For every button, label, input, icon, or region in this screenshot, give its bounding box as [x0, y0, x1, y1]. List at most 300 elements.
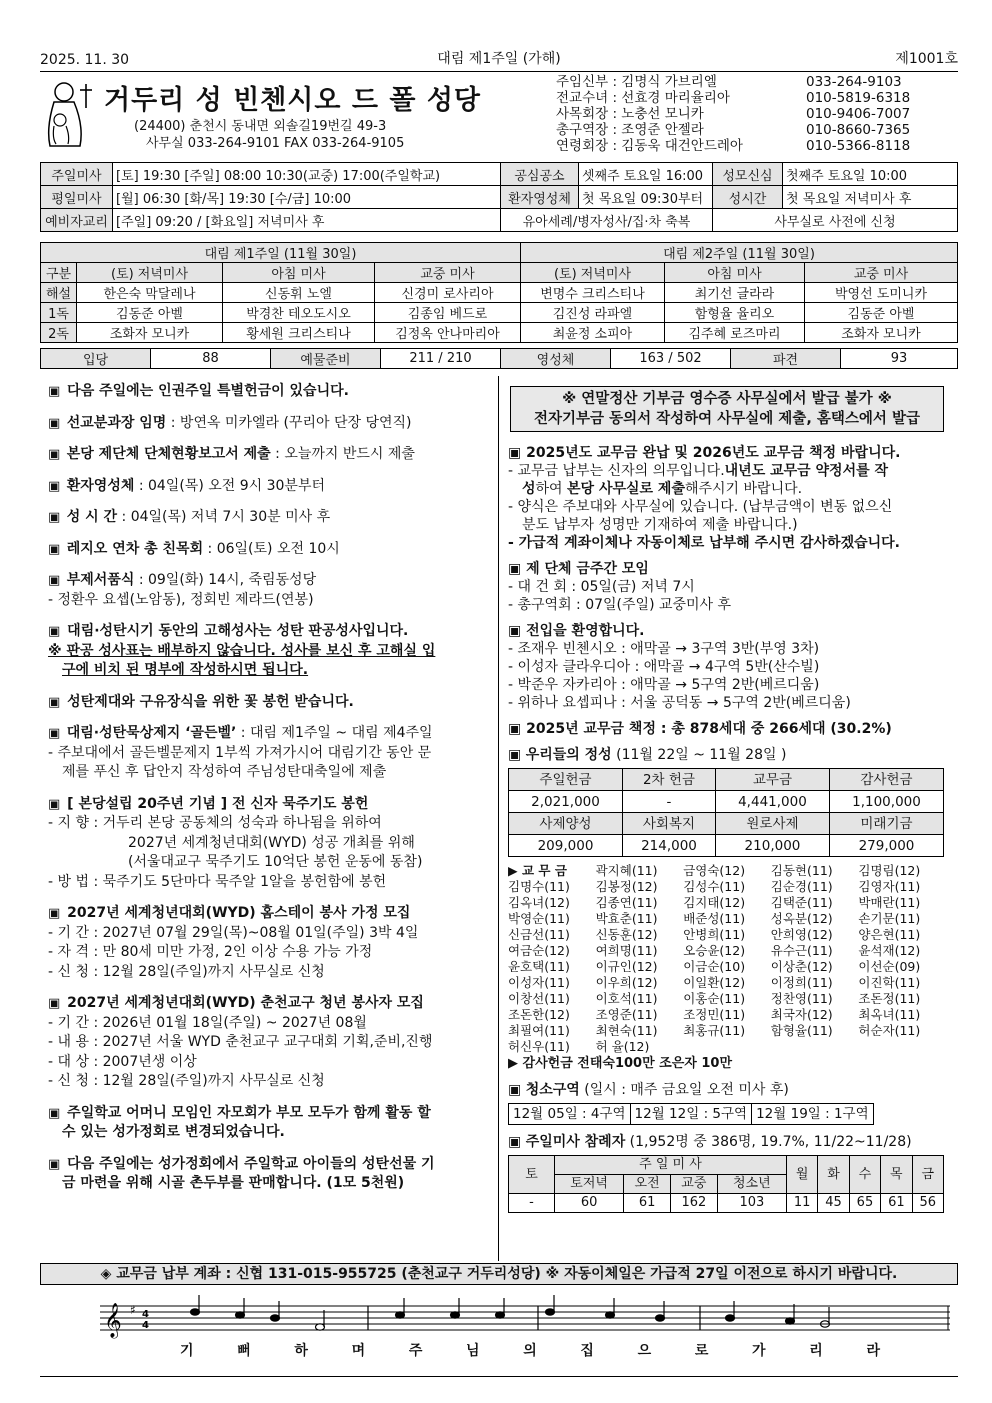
notice-sub: - 주보대에서 골든벨문제지 1부씩 가져가시어 대림기간 동안 문 — [48, 744, 432, 761]
column-header: 목 — [881, 1156, 912, 1194]
notice-sub: - 지 향 : 거두리 본당 공동체의 성숙과 하나됨을 위하여 — [48, 815, 382, 831]
name-entry: 조돈정(11) — [858, 991, 921, 1006]
name-row — [508, 863, 946, 879]
notice-title: 선교분과장 임명 — [66, 414, 167, 431]
table-cell: 김동준 아벨 — [77, 303, 223, 323]
staff-role: 사목회장 : 노충선 모니카 — [556, 106, 704, 122]
notice-text: 다음 주일에는 성가정회에서 주일학교 아이들의 성탄선물 기 — [67, 1155, 435, 1172]
schedule-label: 성시간 — [713, 186, 783, 209]
schedule-label: 평일미사 — [41, 186, 113, 209]
name-row — [508, 879, 946, 895]
name-entry: 오승윤(12) — [683, 943, 746, 958]
notice-text: 2027년 세계청년대회(WYD) 춘천교구 청년 봉사자 모집 — [67, 995, 424, 1011]
staff-row — [556, 122, 910, 138]
name-entry: 신동훈(12) — [595, 927, 658, 942]
svg-text:4: 4 — [142, 1309, 149, 1320]
notice-sub: - 교무금 납부는 신자의 의무입니다. — [508, 463, 725, 479]
notice-sub: - 내 용 : 2027년 서울 WYD 춘천교구 교구대회 기획,준비,진행 — [48, 1034, 433, 1050]
notice-item: ▣ 주일학교 어머니 모임인 자모회가 부모 모두가 함께 활동 할 수 있는 성가정회로 변경되었습니다. — [48, 1104, 490, 1143]
name-entry: 김봉정(12) — [595, 879, 658, 894]
column-divider — [498, 376, 499, 1261]
notice-item: ▣ 대림·성탄시기 동안의 고해성사는 성탄 판공성사입니다. ※ 판공 성사표는 배부하지 않습니다. 성사를 보신 후 고해실 입 구에 비치 된 명부에 작성하시면 됩니다. — [48, 622, 490, 681]
table-cell: 162 — [670, 1194, 717, 1213]
name-entry: 조돈한(12) — [508, 1007, 570, 1022]
staff-role: 총구역장 : 조영준 안젤라 — [556, 122, 704, 138]
name-entry: ▶ 교 무 금 — [508, 863, 567, 878]
table-cell: 12월 12일 : 5구역 — [630, 1104, 752, 1125]
schedule-label: 공심공소 — [501, 163, 579, 186]
lyric-syllable: 으 — [637, 1343, 652, 1359]
name-entry — [858, 1039, 946, 1055]
table-cell: 1독 — [41, 303, 77, 323]
staff-phone: 010-5819-6318 — [806, 90, 911, 106]
schedule-label: 성모신심 — [713, 163, 783, 186]
notice-item: ▣ 성탄제대와 구유장식을 위한 꽃 봉헌 받습니다. — [48, 693, 354, 710]
table-cell: 변명수 크리스티나 — [521, 283, 665, 303]
offering-table — [508, 768, 944, 857]
name-entry: 이상춘(12) — [770, 959, 833, 974]
column-header: 교무금 — [715, 769, 829, 791]
name-entry: 윤석재(12) — [858, 943, 921, 958]
name-entry: 성옥분(12) — [770, 911, 833, 926]
lyric-syllable: 하 — [294, 1343, 308, 1359]
name-entry: 여금순(12) — [508, 943, 570, 958]
notice-sub: 수 있는 성가정회로 변경되었습니다. — [62, 1124, 285, 1140]
name-entry: 박영순(11) — [508, 911, 570, 926]
notice-text: 2025년도 교무금 완납 및 2026년도 교무금 책정 바랍니다. — [526, 445, 901, 461]
name-entry: 이금순(10) — [683, 959, 746, 974]
cleaning-table — [508, 1103, 874, 1125]
office-phone: 사무실 033-264-9101 FAX 033-264-9105 — [146, 136, 405, 151]
column-header: 주 일 미 사 — [555, 1156, 787, 1175]
table-cell: 김동준 아벨 — [805, 303, 958, 323]
name-row — [508, 1007, 946, 1023]
address: (24400) 춘천시 동내면 외솔길19번길 49-3 — [134, 119, 387, 134]
table-cell: 김정옥 안나마리아 — [375, 323, 521, 343]
schedule-value: 사무실로 사전에 신청 — [713, 209, 958, 232]
notice-item: ▣ 부제서품식 : 09일(화) 14시, 죽림동성당 - 정환우 요셉(노암동), 정회빈 제라드(연봉) — [48, 571, 490, 610]
notice-title: 주일미사 참례자 — [525, 1134, 626, 1150]
notice-text: (일시 : 매주 금요일 오전 미사 후) — [579, 1082, 789, 1098]
notice-text: [ 본당설립 20주년 기념 ] 전 신자 묵주기도 봉헌 — [67, 795, 369, 812]
notice-sub: 내년도 교무금 약정서를 작 — [724, 463, 889, 479]
column-header: 교중 미사 — [375, 263, 521, 283]
notice-text: (11월 22일 ~ 11월 28일 ) — [611, 747, 787, 763]
lyric-syllable: 의 — [523, 1343, 537, 1359]
notice-text: 전입을 환영합니다. — [526, 623, 645, 639]
table-row — [41, 209, 958, 232]
notice-sub: - 이성자 클라우디아 : 애막골 → 4구역 5반(산수빌) — [508, 659, 820, 675]
name-entry: 배준성(11) — [683, 911, 746, 926]
notice-title: 우리들의 정성 — [525, 747, 612, 763]
name-entry: 함형율(11) — [770, 1023, 833, 1038]
mass-stats-table — [40, 348, 958, 369]
table-row — [509, 769, 944, 791]
lyric-syllable: 로 — [694, 1343, 709, 1359]
name-entry: 허순자(11) — [858, 1023, 921, 1038]
mass-schedule-table — [40, 162, 958, 232]
notice-sub: - 기 간 : 2027년 07월 29일(목)~08월 01일(주일) 3박 4일 — [48, 924, 419, 941]
notice-sub: 금 마련을 위해 시골 촌두부를 판매합니다. (1모 5천원) — [62, 1175, 405, 1191]
notice-item: ▣ 주일미사 참례자 (1,952명 중 386명, 19.7%, 11/22~11/28) 토 주 일 미 사 월 화 수 목 금 토저녁 오전 교중 청소년 - 60 61 162 103 11 45 65 61 56 — [508, 1133, 946, 1213]
account-banner: ◈ 교무금 납부 계좌 : 신협 131-015-955725 (춘천교구 거두리성당) ※ 자동이체일은 가급적 27일 이전으로 하시기 바랍니다. — [40, 1263, 958, 1285]
notice-title: 대림·성탄묵상제지 ‘골든벨’ — [66, 725, 237, 741]
notice-sub: 2027년 세계청년대회(WYD) 성공 개최를 위해 — [128, 834, 415, 851]
table-cell: 최윤정 소피아 — [521, 323, 665, 343]
notice-title: 성 시 간 — [66, 509, 118, 525]
table-cell: 61 — [881, 1194, 912, 1213]
ministry-roster-table — [40, 242, 958, 343]
name-row — [508, 911, 946, 927]
notice-item: ▣ 다음 주일에는 인권주일 특별헌금이 있습니다. — [48, 383, 349, 399]
lyric-syllable: 리 — [809, 1343, 823, 1359]
column-header: 수 — [849, 1156, 880, 1194]
notice-sub: - 방 법 : 묵주기도 5단마다 묵주알 1알을 봉헌함에 봉헌 — [48, 873, 387, 890]
name-entry: 김명수(11) — [508, 879, 570, 894]
column-header: 화 — [818, 1156, 849, 1194]
table-cell: 김진성 라파엘 — [521, 303, 665, 323]
table-cell: 61 — [624, 1194, 671, 1213]
table-cell: 209,000 — [509, 835, 623, 857]
table-cell: 한은숙 막달레나 — [77, 283, 223, 303]
notice-text: : 방연옥 미카엘라 (꾸리아 단장 당연직) — [166, 414, 412, 431]
notice-item: ▣ 전입을 환영합니다. - 조재우 빈첸시오 : 애막골 → 3구역 3반(부영 3차) - 이성자 클라우디아 : 애막골 → 4구역 5반(산수빌) - 박준우 자카리아 : 애막골 → 5구역 2반(베르디움) - 위하나 요셉피나 : 서울 공덕동 → 5구역 2반(베르디움) — [508, 622, 946, 712]
svg-text:4: 4 — [142, 1320, 149, 1331]
table-row — [41, 349, 958, 369]
lyric-syllable: 뻐 — [237, 1343, 251, 1359]
column-header: 청소년 — [717, 1175, 786, 1194]
lyric-syllable: 며 — [351, 1343, 366, 1359]
week-header: 대림 제2주일 (11월 30일) — [521, 243, 958, 263]
table-cell: 12월 05일 : 4구역 — [509, 1104, 631, 1125]
notice-sub: - 기 간 : 2026년 01월 18일(주일) ~ 2027년 08월 — [48, 1014, 367, 1031]
notice-text: : 04일(목) 저녁 7시 30분 미사 후 — [117, 509, 331, 525]
notice-line: ※ 연말정산 기부금 영수증 사무실에서 발급 불가 ※ — [562, 391, 892, 407]
schedule-value: 첫째주 토요일 10:00 — [783, 163, 958, 186]
column-header: 교중 미사 — [805, 263, 958, 283]
name-entry: 유수근(11) — [770, 943, 833, 958]
column-header: 토 — [509, 1156, 555, 1194]
svg-text:𝄞: 𝄞 — [104, 1303, 122, 1338]
notice-text: 제 단체 금주간 모임 — [526, 561, 649, 577]
name-entry: 이진학(11) — [858, 975, 921, 990]
date: 2025. 11. 30 — [40, 52, 130, 68]
name-entry: 최국자(12) — [770, 1007, 833, 1022]
table-cell: 함형율 율리오 — [665, 303, 805, 323]
bottom-rule — [40, 1376, 958, 1377]
column-header: (토) 저녁미사 — [77, 263, 223, 283]
table-row — [509, 813, 944, 835]
table-cell: 신동휘 노엘 — [223, 283, 375, 303]
table-cell: 45 — [818, 1194, 849, 1213]
staff-role: 전교수녀 : 선효경 마리율리아 — [556, 90, 730, 106]
table-row — [509, 1104, 874, 1125]
column-header: (토) 저녁미사 — [521, 263, 665, 283]
notice-title: 본당 제단체 단체현황보고서 제출 — [66, 446, 271, 462]
name-entry: 이규인(12) — [595, 959, 658, 974]
notice-item: ▣ 2027년 세계청년대회(WYD) 춘천교구 청년 봉사자 모집 - 기 간 : 2026년 01월 18일(주일) ~ 2027년 08월 - 내 용 : 2027년 서울 WYD 춘천교구 교구대회 기획,준비,진행 - 대 상 : 2007년생 이상 - 신 청 : 12월 28일(주일)까지 사무실로 신청 — [48, 994, 490, 1092]
name-entry: 이선순(09) — [858, 959, 921, 974]
table-cell: 56 — [912, 1194, 943, 1213]
name-entry: 최현숙(11) — [595, 1023, 658, 1038]
notice-sub: - 가급적 계좌이체나 자동이체로 납부해 주시면 감사하겠습니다. — [508, 535, 900, 551]
notice-item: ▣ 청소구역 (일시 : 매주 금요일 오전 미사 후) 12월 05일 : 4구역 12월 12일 : 5구역 12월 19일 : 1구역 — [508, 1081, 946, 1125]
name-entry: 김종연(11) — [595, 895, 658, 910]
column-header: 교중 — [670, 1175, 717, 1194]
name-row — [508, 959, 946, 975]
name-entry: 이정희(11) — [770, 975, 833, 990]
notice-sub: 구에 비치 된 명부에 작성하시면 됩니다. — [62, 662, 309, 678]
name-row — [508, 927, 946, 943]
notice-sub: 본당 사무실로 제출 — [567, 481, 685, 497]
schedule-value: [주일] 09:20 / [화요일] 저녁미사 후 — [113, 209, 501, 232]
notice-sub: - 신 청 : 12월 28일(주일)까지 사무실로 신청 — [48, 1073, 325, 1089]
name-entry: 김순경(11) — [770, 879, 833, 894]
lyric-syllable: 기 — [180, 1343, 194, 1359]
right-notices — [508, 386, 946, 1221]
table-cell: 1,100,000 — [829, 791, 943, 813]
attendance-table — [508, 1155, 944, 1213]
notice-item: ▣ 대림·성탄묵상제지 ‘골든벨’ : 대림 제1주일 ~ 대림 제4주일 - 주보대에서 골든벨문제지 1부씩 가져가시어 대림기간 동안 문 제를 푸신 후 답안지 작성하여 주님성탄대축일에 제출 — [48, 724, 490, 783]
name-entry: 정찬영(11) — [770, 991, 833, 1006]
name-entry: 김택준(11) — [770, 895, 833, 910]
table-cell: 2,021,000 — [509, 791, 623, 813]
stat-value: 163 / 502 — [611, 349, 731, 369]
name-row — [508, 975, 946, 991]
table-cell: 박영선 도미니카 — [805, 283, 958, 303]
lyric-syllable: 님 — [466, 1343, 480, 1359]
table-row — [509, 1156, 944, 1175]
church-name: 거두리 성 빈첸시오 드 폴 성당 — [104, 85, 481, 116]
stat-value: 93 — [841, 349, 958, 369]
table-cell: 최기선 글라라 — [665, 283, 805, 303]
lyric-syllable: 집 — [580, 1343, 594, 1359]
table-row — [41, 243, 958, 263]
table-cell: 65 — [849, 1194, 880, 1213]
table-cell: 김종임 베드로 — [375, 303, 521, 323]
notice-title: 청소구역 — [525, 1082, 580, 1098]
name-entry: 김동현(11) — [770, 863, 833, 878]
table-row — [509, 1194, 944, 1213]
church-address — [134, 118, 404, 152]
lyric-syllable: 라 — [866, 1343, 880, 1359]
notice-text: 주일학교 어머니 모임인 자모회가 부모 모두가 함께 활동 할 — [67, 1104, 431, 1121]
table-row — [509, 791, 944, 813]
table-row — [41, 323, 958, 343]
notice-title: 레지오 연차 총 친목회 — [66, 540, 204, 557]
name-row — [508, 991, 946, 1007]
name-entry — [771, 1039, 859, 1055]
notice-text: 대림·성탄시기 동안의 고해성사는 성탄 판공성사입니다. — [67, 623, 409, 639]
name-entry: 이우희(12) — [595, 975, 658, 990]
notice-text: 2025년 교무금 책정 : 총 878세대 중 266세대 (30.2%) — [526, 721, 892, 737]
name-entry: 김지태(12) — [683, 895, 746, 910]
name-entry: 최필여(11) — [508, 1023, 570, 1038]
name-entry: 금영숙(12) — [683, 863, 746, 878]
name-row — [508, 895, 946, 911]
name-entry: 이홍순(11) — [683, 991, 746, 1006]
issue-number: 제1001호 — [895, 51, 958, 67]
stat-label: 입당 — [41, 349, 151, 369]
name-entry: 최홍규(11) — [683, 1023, 746, 1038]
staff-phone: 010-9406-7007 — [806, 106, 911, 122]
schedule-value: [월] 06:30 [화/목] 19:30 [수/금] 10:00 — [113, 186, 501, 209]
name-entry: 박효춘(11) — [595, 911, 658, 926]
staff-list — [556, 74, 910, 154]
schedule-label: 주일미사 — [41, 163, 113, 186]
table-row — [509, 835, 944, 857]
column-header: 구분 — [41, 263, 77, 283]
schedule-value: 첫 목요일 저녁미사 후 — [783, 186, 958, 209]
column-header: 감사헌금 — [829, 769, 943, 791]
name-entry: 양은현(11) — [858, 927, 921, 942]
staff-phone: 010-8660-7365 — [806, 122, 911, 138]
notice-sub: 해주시기 바랍니다. — [684, 481, 803, 497]
schedule-value: 첫 목요일 09:30부터 — [579, 186, 713, 209]
staff-row — [556, 74, 910, 90]
name-entry: 윤호택(11) — [508, 959, 570, 974]
notice-text: : 04일(목) 오전 9시 30분부터 — [134, 477, 325, 494]
column-header: 아침 미사 — [223, 263, 375, 283]
left-notices — [48, 382, 490, 1206]
notice-sub: - 조재우 빈첸시오 : 애막골 → 3구역 3반(부영 3차) — [508, 641, 820, 657]
table-cell: 조화자 모니카 — [805, 323, 958, 343]
stat-label: 예물준비 — [271, 349, 381, 369]
staff-phone: 033-264-9103 — [806, 74, 902, 90]
lyric-syllable: 주 — [408, 1343, 423, 1359]
schedule-label: 유아세례/병자성사/집·차 축복 — [501, 209, 713, 232]
name-entry: 김명림(12) — [858, 863, 921, 878]
notice-item: ▣ 2027년 세계청년대회(WYD) 홈스테이 봉사 가정 모집 - 기 간 : 2027년 07월 29일(목)~08월 01일(주일) 3박 4일 - 자 격 : 만 80세 미만 가정, 2인 이상 수용 가능 가정 - 신 청 : 12월 28일(주일)까지 사무실로 신청 — [48, 904, 490, 982]
staff-row — [556, 106, 910, 122]
notice-item: ▣ 2025년 교무금 책정 : 총 878세대 중 266세대 (30.2%) — [508, 721, 892, 737]
name-row — [508, 1039, 946, 1055]
table-cell: 11 — [786, 1194, 817, 1213]
notice-sub: - 대 상 : 2007년생 이상 — [48, 1053, 197, 1070]
name-entry: 이성자(11) — [508, 975, 570, 990]
table-cell: 김주혜 로즈마리 — [665, 323, 805, 343]
table-cell: 279,000 — [829, 835, 943, 857]
name-entry: 박매란(11) — [858, 895, 921, 910]
schedule-value: [토] 19:30 [주일] 08:00 10:30(교중) 17:00(주일학교) — [113, 163, 501, 186]
notice-sub: 성 — [522, 481, 536, 497]
column-header: 미래기금 — [829, 813, 943, 835]
name-entry: 조정민(11) — [683, 1007, 746, 1022]
name-entry: 조영준(11) — [595, 1007, 658, 1022]
notice-item: ▣ 성 시 간 : 04일(목) 저녁 7시 30분 미사 후 — [48, 509, 331, 525]
name-entry: 최옥녀(11) — [858, 1007, 921, 1022]
notice-item: ▣ 2025년도 교무금 완납 및 2026년도 교무금 책정 바랍니다. - 교무금 납부는 신자의 의무입니다.내년도 교무금 약정서를 작 성하여 본당 사무실로 제출해주시기 바랍니다. - 양식은 주보대와 사무실에 있습니다. (납부금액이 변동 없으신 분도 납부자 성명만 기재하여 제출 바랍니다.) - 가급적 계좌이체나 자동이체로 납부해 주시면 감사하겠습니다. — [508, 444, 946, 552]
notice-sub: - 대 건 회 : 05일(금) 저녁 7시 — [508, 579, 695, 595]
table-cell: 2독 — [41, 323, 77, 343]
staff-row — [556, 90, 910, 106]
stat-value: 211 / 210 — [381, 349, 501, 369]
column-header: 사회복지 — [623, 813, 716, 835]
notice-sub: ※ 판공 성사표는 배부하지 않습니다. 성사를 보신 후 고해실 입 — [48, 642, 436, 659]
table-cell: 황세원 크리스티나 — [223, 323, 375, 343]
table-cell: 214,000 — [623, 835, 716, 857]
column-header: 주일헌금 — [509, 769, 623, 791]
hymn-lyrics — [180, 1340, 880, 1360]
notice-sub: 분도 납부자 성명만 기재하여 제출 바랍니다.) — [522, 517, 798, 533]
name-entry: 김영자(11) — [858, 879, 921, 894]
table-row — [41, 283, 958, 303]
week-header: 대림 제1주일 (11월 30일) — [41, 243, 521, 263]
liturgical-season: 대림 제1주일 (가해) — [437, 51, 561, 67]
notice-item: ▣ 환자영성체 : 04일(목) 오전 9시 30분부터 — [48, 477, 325, 494]
stat-value: 88 — [151, 349, 271, 369]
column-header: 2차 헌금 — [623, 769, 716, 791]
notice-text: : 06일(토) 오전 10시 — [203, 540, 340, 557]
column-header: 금 — [912, 1156, 943, 1194]
table-cell: 해설 — [41, 283, 77, 303]
notice-sub: - 신 청 : 12월 28일(주일)까지 사무실로 신청 — [48, 963, 325, 980]
table-cell: 신경미 로사리아 — [375, 283, 521, 303]
notice-text: (1,952명 중 386명, 19.7%, 11/22~11/28) — [625, 1134, 912, 1150]
notice-sub: - 자 격 : 만 80세 미만 가정, 2인 이상 수용 가능 가정 — [48, 944, 373, 960]
table-cell: 12월 19일 : 1구역 — [752, 1104, 874, 1125]
table-row — [41, 263, 958, 283]
notice-text: 2027년 세계청년대회(WYD) 홈스테이 봉사 가정 모집 — [67, 905, 411, 921]
schedule-label: 환자영성체 — [501, 186, 579, 209]
notice-text: 성탄제대와 구유장식을 위한 꽃 봉헌 받습니다. — [67, 693, 354, 710]
name-entry: 손기문(11) — [858, 911, 921, 926]
table-cell: - — [509, 1194, 555, 1213]
table-cell: 210,000 — [715, 835, 829, 857]
column-header: 월 — [786, 1156, 817, 1194]
notice-sub: (서울대교구 묵주기도 10억단 봉헌 운동에 동참) — [128, 854, 423, 870]
name-entry: 허신우(11) — [508, 1039, 570, 1054]
notice-sub: - 총구역회 : 07일(주일) 교중미사 후 — [508, 597, 732, 613]
name-entry: 신금선(11) — [508, 927, 570, 942]
column-header: 원로사제 — [715, 813, 829, 835]
name-entry — [683, 1039, 771, 1055]
stat-label: 영성체 — [501, 349, 611, 369]
table-row — [41, 186, 958, 209]
notice-sub: - 박준우 자카리아 : 애막골 → 5구역 2반(베르디움) — [508, 677, 820, 693]
notice-text: : 대림 제1주일 ~ 대림 제4주일 — [236, 725, 433, 741]
notice-item: ▣ 다음 주일에는 성가정회에서 주일학교 아이들의 성탄선물 기 금 마련을 위해 시골 촌두부를 판매합니다. (1모 5천원) — [48, 1155, 490, 1194]
thanks-offering: ▶ 감사헌금 전태숙100만 조은자 10만 — [508, 1056, 733, 1071]
staff-row — [556, 138, 910, 154]
notice-item: ▣ 제 단체 금주간 모임 - 대 건 회 : 05일(금) 저녁 7시 - 총구역회 : 07일(주일) 교중미사 후 — [508, 560, 946, 614]
notice-sub: 하여 — [535, 481, 568, 497]
name-entry: 이일환(12) — [683, 975, 746, 990]
notice-item: ▣ 레지오 연차 총 친목회 : 06일(토) 오전 10시 — [48, 540, 340, 557]
top-bar — [40, 50, 958, 72]
notice-sub: 제를 푸신 후 답안지 작성하여 주님성탄대축일에 제출 — [62, 764, 387, 780]
staff-role: 연령회장 : 김동욱 대건안드레아 — [556, 138, 743, 154]
notice-title: 부제서품식 — [66, 572, 135, 588]
table-row — [41, 163, 958, 186]
schedule-value: 셋째주 토요일 16:00 — [579, 163, 713, 186]
name-entry: 김옥녀(12) — [508, 895, 570, 910]
notice-sub: - 양식은 주보대와 사무실에 있습니다. (납부금액이 변동 없으신 — [508, 499, 893, 515]
stat-label: 파견 — [731, 349, 841, 369]
notice-text: : 09일(화) 14시, 죽림동성당 — [134, 572, 317, 588]
name-entry: 안병희(11) — [683, 927, 746, 942]
notice-line: 전자기부금 동의서 작성하여 사무실에 제출, 홈택스에서 발급 — [534, 411, 920, 427]
table-cell: 조화자 모니카 — [77, 323, 223, 343]
notice-title: 환자영성체 — [66, 477, 135, 494]
table-cell: - — [623, 791, 716, 813]
name-entry: 이창선(11) — [508, 991, 570, 1006]
name-entry: 여희명(11) — [595, 943, 658, 958]
column-header: 오전 — [624, 1175, 671, 1194]
tax-receipt-notice — [510, 386, 944, 432]
name-entry: 허 율(12) — [595, 1039, 650, 1054]
church-logo-icon — [40, 78, 96, 150]
